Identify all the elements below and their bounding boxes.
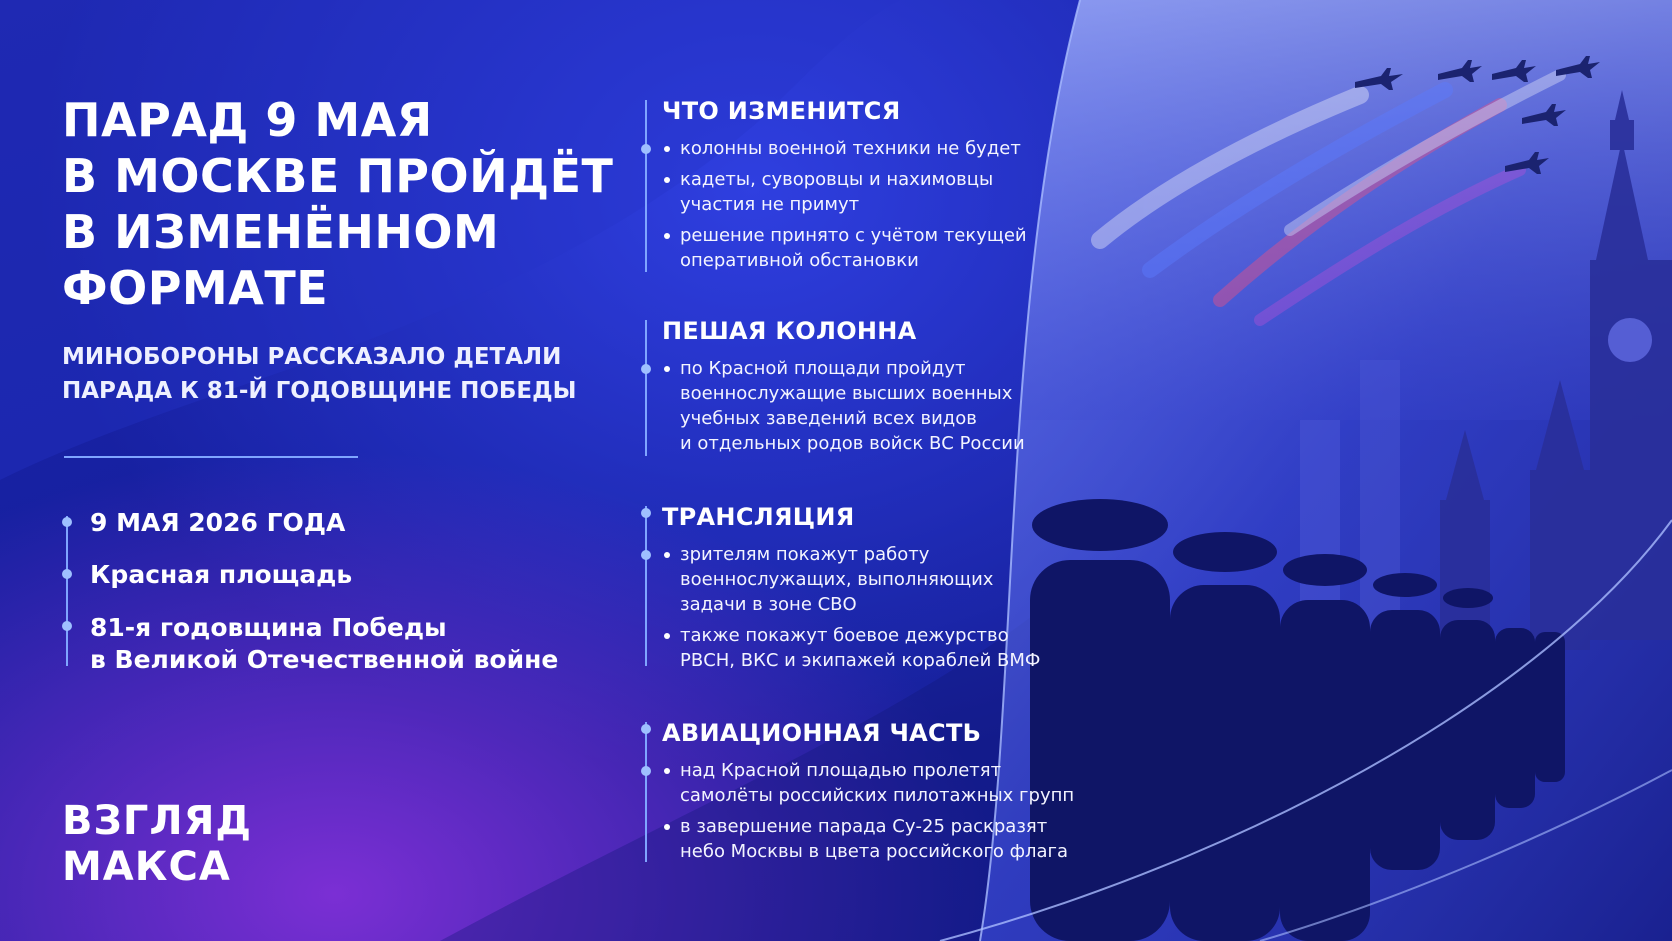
fact-anniversary	[64, 612, 624, 676]
list-item	[662, 814, 1100, 864]
list-item-line: по Красной площади пройдут	[680, 358, 966, 379]
list-item	[662, 623, 1100, 673]
section-node	[641, 550, 651, 560]
list-item	[662, 542, 1100, 617]
section-list	[662, 136, 1100, 273]
section-title: ТРАНСЛЯЦИЯ	[662, 503, 855, 531]
page-title	[62, 92, 622, 316]
brand-logo	[62, 798, 252, 890]
title-line: В ИЗМЕНЁННОМ	[62, 205, 500, 259]
list-item-line: зрителям покажут работу	[680, 544, 930, 565]
section-node	[641, 724, 651, 734]
fact-anniversary-line: 81-я годовщина Победы	[90, 613, 447, 642]
section-title: ЧТО ИЗМЕНИТСЯ	[662, 97, 901, 125]
list-item-line: военнослужащие высших военных	[680, 383, 1013, 404]
list-item-line: кадеты, суворовцы и нахимовцы	[680, 169, 994, 190]
section-foot-column	[640, 316, 1100, 502]
section-title: АВИАЦИОННАЯ ЧАСТЬ	[662, 719, 982, 747]
fact-anniversary-line: в Великой Отечественной войне	[90, 645, 559, 674]
section-title: ПЕШАЯ КОЛОННА	[662, 317, 917, 345]
fact-date-text: 9 МАЯ 2026 ГОДА	[90, 508, 346, 537]
brand-line: ВЗГЛЯД	[62, 798, 253, 844]
list-item	[662, 167, 1100, 217]
section-rail	[645, 506, 647, 666]
list-item	[662, 758, 1100, 808]
subtitle	[62, 340, 622, 408]
list-item-line: учебных заведений всех видов	[680, 408, 977, 429]
info-sections	[640, 96, 1100, 878]
subtitle-line: ПАРАДА К 81-Й ГОДОВЩИНЕ ПОБЕДЫ	[62, 378, 577, 404]
section-node	[641, 508, 651, 518]
section-changes	[640, 96, 1100, 316]
list-item	[662, 223, 1100, 273]
list-item-line: задачи в зоне СВО	[680, 594, 857, 615]
list-item-line: оперативной обстановки	[680, 250, 919, 271]
list-item-line: в завершение парада Су-25 раскразят	[680, 816, 1048, 837]
divider	[64, 456, 358, 458]
title-line: ФОРМАТЕ	[62, 261, 329, 315]
section-rail	[645, 722, 647, 862]
list-item-line: РВСН, ВКС и экипажей кораблей ВМФ	[680, 650, 1041, 671]
list-item	[662, 356, 1100, 456]
list-item-line: также покажут боевое дежурство	[680, 625, 1009, 646]
list-item-line: самолёты российских пилотажных групп	[680, 785, 1075, 806]
fact-place-text: Красная площадь	[90, 560, 353, 589]
list-item-line: колонны военной техники не будет	[680, 138, 1021, 159]
section-list	[662, 542, 1100, 673]
fact-place	[64, 560, 624, 590]
bullet-dot	[62, 517, 72, 527]
list-item-line: решение принято с учётом текущей	[680, 225, 1027, 246]
list-item	[662, 136, 1100, 161]
section-aviation	[640, 718, 1100, 878]
list-item-line: небо Москвы в цвета российского флага	[680, 841, 1069, 862]
section-broadcast	[640, 502, 1100, 718]
section-rail	[645, 100, 647, 272]
list-item-line: участия не примут	[680, 194, 860, 215]
section-node	[641, 364, 651, 374]
title-line: ПАРАД 9 МАЯ	[62, 93, 433, 147]
section-rail	[645, 320, 647, 456]
section-node	[641, 144, 651, 154]
section-list	[662, 758, 1100, 864]
list-item-line: военнослужащих, выполняющих	[680, 569, 994, 590]
section-node	[641, 766, 651, 776]
fact-date	[64, 508, 624, 538]
subtitle-line: МИНОБОРОНЫ РАССКАЗАЛО ДЕТАЛИ	[62, 344, 562, 370]
title-line: В МОСКВЕ ПРОЙДЁТ	[62, 149, 614, 203]
list-item-line: и отдельных родов войск ВС России	[680, 433, 1025, 454]
section-list	[662, 356, 1100, 456]
key-facts	[64, 508, 624, 676]
brand-line: МАКСА	[62, 844, 231, 890]
bullet-dot	[62, 569, 72, 579]
list-item-line: над Красной площадью пролетят	[680, 760, 1002, 781]
bullet-dot	[62, 621, 72, 631]
